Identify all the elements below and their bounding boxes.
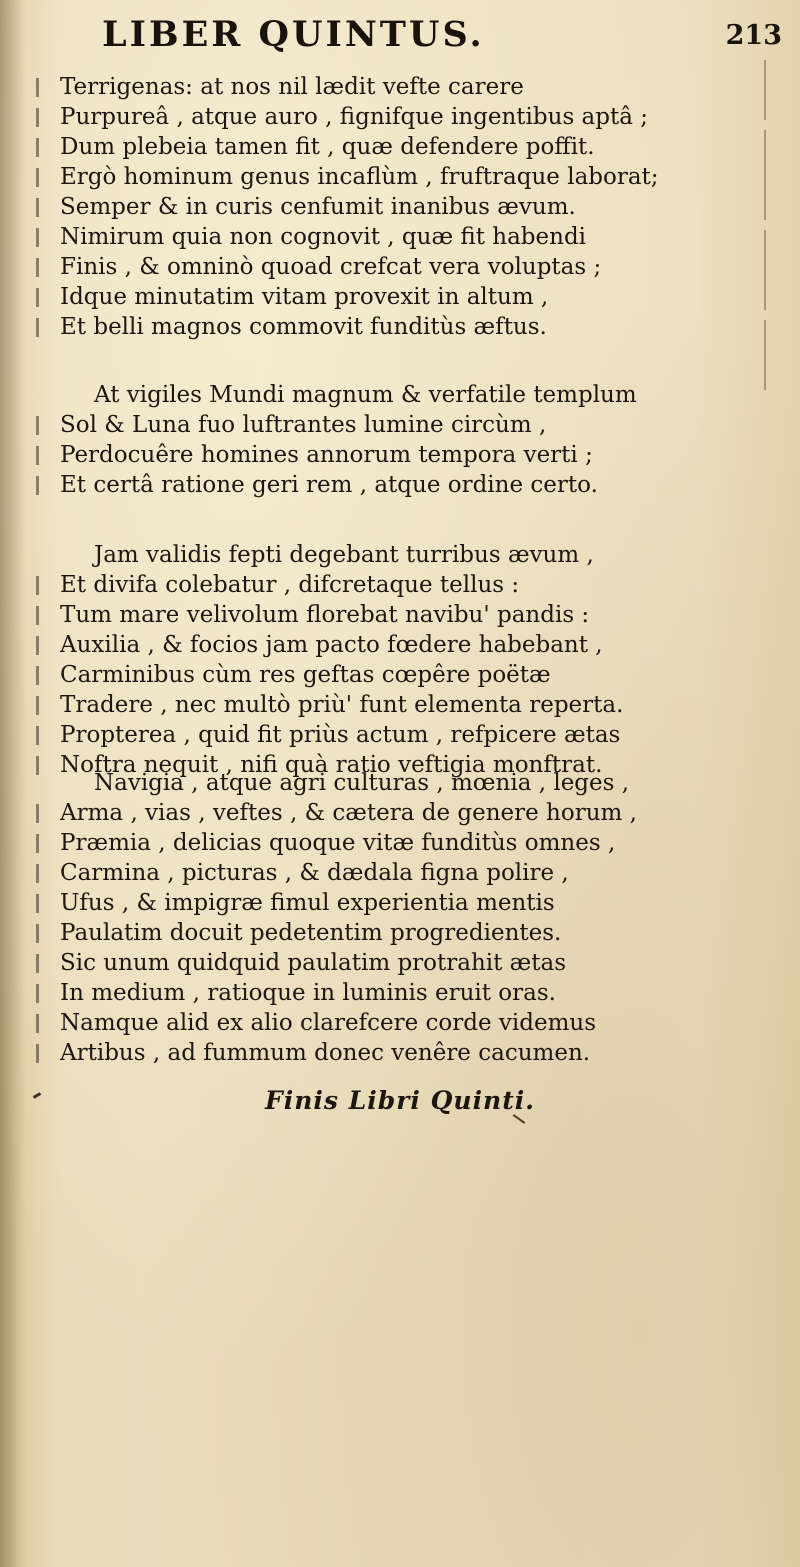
verse-line: Idque minutatim vitam provexit in altum ,	[36, 282, 736, 312]
stanza-4	[36, 768, 736, 1068]
verse-line: Navigia , atque agri culturas , mœnia , leges ,	[94, 770, 630, 796]
verse-line: Carmina , picturas , & dædala figna polire ,	[36, 858, 736, 888]
verse-line: Et certâ ratione geri rem , atque ordine certo.	[36, 470, 736, 500]
verse-line: Terrigenas: at nos nil lædit vefte carere	[36, 72, 736, 102]
verse-line: Tradere , nec multò priù' funt elementa reperta.	[36, 690, 736, 720]
verse-line: Paulatim docuit pedetentim progredientes.	[36, 918, 736, 948]
verse-line: Sic unum quidquid paulatim protrahit ætas	[36, 948, 736, 978]
page-header	[92, 8, 782, 66]
gutter-shadow	[0, 0, 26, 1567]
verse-line: Semper & in curis cenfumit inanibus ævum.	[36, 192, 736, 222]
colophon: Finis Libri Quinti.	[264, 1086, 535, 1115]
margin-rule-marks	[756, 60, 778, 400]
stanza-1	[36, 72, 736, 342]
verse-line: Nimirum quia non cognovit , quæ fit habendi	[36, 222, 736, 252]
verse-line: Sol & Luna fuo luftrantes lumine circùm ,	[36, 410, 736, 440]
verse-line: Arma , vias , veftes , & cætera de genere horum ,	[36, 798, 736, 828]
verse-line: Carminibus cùm res geftas cœpêre poëtæ	[36, 660, 736, 690]
verse-line: Dum plebeia tamen fit , quæ defendere poffit.	[36, 132, 736, 162]
verse-line: Et divifa colebatur , difcretaque tellus :	[36, 570, 736, 600]
verse-line: Ufus , & impigræ fimul experientia mentis	[36, 888, 736, 918]
verse-line: At vigiles Mundi magnum & verfatile templum	[94, 382, 637, 408]
verse-line: Noftra nequit , nifi quà ratio veftigia monftrat.	[36, 750, 736, 780]
verse-line: Tum mare velivolum florebat navibu' pandis :	[36, 600, 736, 630]
verse-line: Et belli magnos commovit funditùs æftus.	[36, 312, 736, 342]
verse-line: Perdocuêre homines annorum tempora verti ;	[36, 440, 736, 470]
verse-line: Purpureâ , atque auro , fignifque ingentibus aptâ ;	[36, 102, 736, 132]
verse-line: Namque alid ex alio clarefcere corde videmus	[36, 1008, 736, 1038]
verse-line: Finis , & omninò quoad crefcat vera voluptas ;	[36, 252, 736, 282]
verse-line: Auxilia , & focios jam pacto fœdere habebant ,	[36, 630, 736, 660]
verse-line: In medium , ratioque in luminis eruit oras.	[36, 978, 736, 1008]
ink-mark	[513, 1114, 526, 1124]
stanza-2	[36, 380, 736, 500]
verse-line: Jam validis fepti degebant turribus ævum ,	[94, 542, 594, 568]
running-title: LIBER QUINTUS.	[102, 14, 485, 55]
verse-line: Artibus , ad fummum donec venêre cacumen.	[36, 1038, 736, 1068]
verse-line: Propterea , quid fit priùs actum , refpicere ætas	[36, 720, 736, 750]
verse-line: Præmia , delicias quoque vitæ funditùs omnes ,	[36, 828, 736, 858]
stanza-3	[36, 540, 736, 780]
page-number: 213	[725, 20, 782, 51]
verse-line: Ergò hominum genus incaflùm , fruftraque laborat;	[36, 162, 736, 192]
